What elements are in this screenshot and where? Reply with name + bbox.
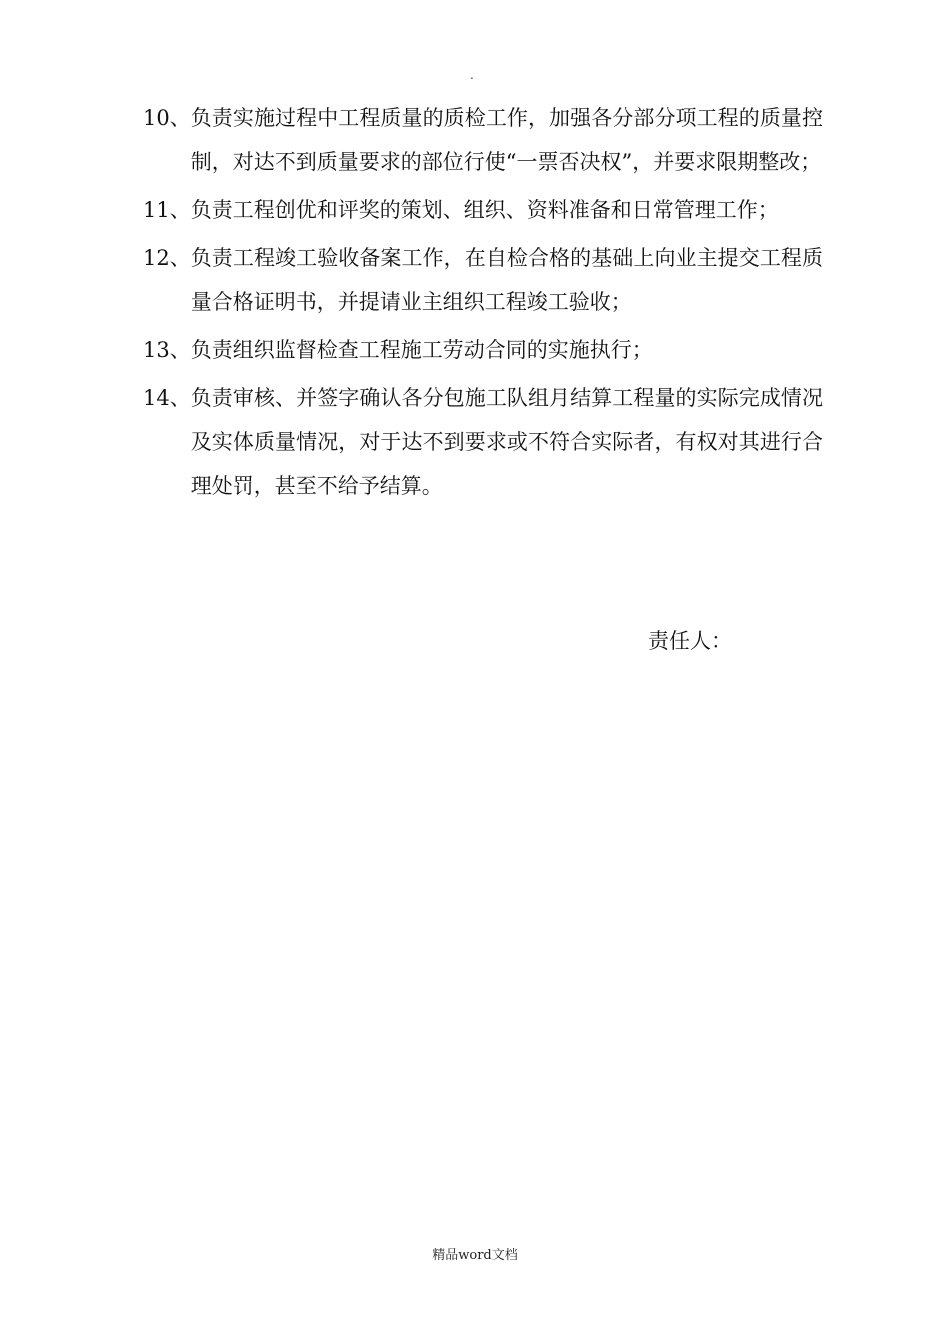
responsibility-list	[143, 96, 823, 512]
item-number: 11、	[143, 198, 191, 222]
list-item	[143, 328, 823, 372]
header-mark: .	[470, 68, 474, 82]
item-text: 负责审核、并签字确认各分包施工队组月结算工程量的实际完成情况及实体质量情况，对于达不到要求或不符合实际者，有权对其进行合理处罚，甚至不给予结算。	[190, 386, 823, 498]
item-number: 13、	[143, 338, 191, 362]
list-item	[143, 96, 823, 184]
item-number: 14、	[143, 386, 191, 410]
list-item	[143, 188, 823, 232]
item-text: 负责工程创优和评奖的策划、组织、资料准备和日常管理工作；	[190, 198, 779, 222]
signature-label: 责任人：	[648, 629, 732, 653]
item-text: 负责实施过程中工程质量的质检工作，加强各分部分项工程的质量控制，对达不到质量要求的部位行使“一票否决权”，并要求限期整改；	[190, 106, 823, 174]
list-item	[143, 236, 823, 324]
page-footer: 精品word文档	[432, 1248, 518, 1263]
item-text: 负责工程竣工验收备案工作，在自检合格的基础上向业主提交工程质量合格证明书，并提请业主组织工程竣工验收；	[190, 246, 823, 314]
item-number: 12、	[143, 246, 191, 270]
item-text: 负责组织监督检查工程施工劳动合同的实施执行；	[190, 338, 653, 362]
item-number: 10、	[143, 106, 191, 130]
list-item	[143, 376, 823, 508]
